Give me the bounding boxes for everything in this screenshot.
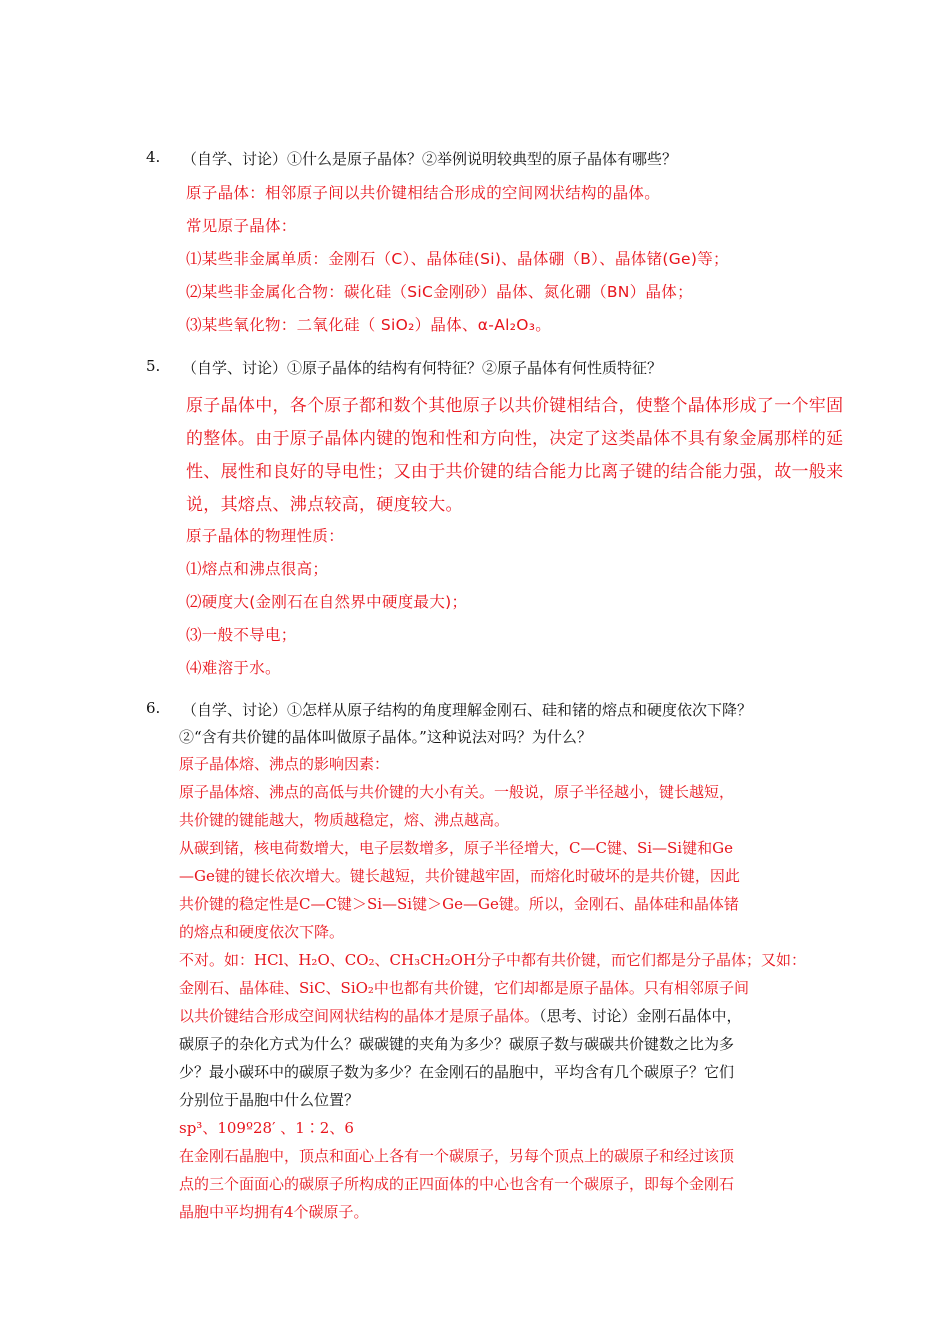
- answer-line: 金刚石、晶体硅、SiC、SiO₂中也都有共价键，它们却都是原子晶体。只有相邻原子间: [179, 979, 749, 997]
- discussion-prompt: （思考、讨论）金刚石晶体中，: [539, 1007, 742, 1025]
- question-number: 5.: [146, 357, 161, 375]
- answer-line: sp³、109º28′ 、1∶2、6: [179, 1119, 354, 1137]
- answer-line: ⑶某些氧化物：二氧化硅（ SiO₂）晶体、α-Al₂O₃。: [186, 316, 552, 334]
- answer-line: 常见原子晶体：: [186, 217, 297, 235]
- mixed-line: [179, 1005, 742, 1026]
- answer-line: 的熔点和硬度依次下降。: [179, 923, 345, 941]
- answer-line: 原子晶体：相邻原子间以共价键相结合形成的空间网状结构的晶体。: [186, 184, 661, 202]
- question-text-continued: ②“含有共价键的晶体叫做原子晶体。”这种说法对吗？为什么？: [179, 728, 592, 746]
- question-number: 4.: [146, 148, 161, 166]
- discussion-line: 分别位于晶胞中什么位置？: [179, 1091, 360, 1109]
- answer-line: ⑵某些非金属化合物：碳化硅（SiC金刚砂）晶体、氮化硼（BN）晶体；: [186, 283, 693, 301]
- answer-line: 以共价键结合形成空间网状结构的晶体才是原子晶体。: [179, 1007, 540, 1025]
- answer-line: 原子晶体熔、沸点的高低与共价键的大小有关。一般说，原子半径越小，键长越短，: [179, 783, 735, 801]
- answer-line: 点的三个面面心的碳原子所构成的正四面体的中心也含有一个碳原子，即每个金刚石: [179, 1175, 735, 1193]
- answer-line: ⑶一般不导电；: [186, 626, 297, 644]
- answer-line: 说，其熔点、沸点较高，硬度较大。: [186, 495, 463, 515]
- discussion-line: 碳原子的杂化方式为什么？碳碳键的夹角为多少？碳原子数与碳碳共价键数之比为多: [179, 1035, 735, 1053]
- answer-line: ⑷难溶于水。: [186, 659, 281, 677]
- answer-line: 晶胞中平均拥有4个碳原子。: [179, 1203, 369, 1221]
- answer-line: ⑵硬度大(金刚石在自然界中硬度最大)；: [186, 593, 468, 611]
- question-text: （自学、讨论）①原子晶体的结构有何特征？②原子晶体有何性质特征？: [182, 359, 663, 377]
- answer-line: 原子晶体熔、沸点的影响因素：: [179, 755, 390, 773]
- answer-line: ⑴熔点和沸点很高；: [186, 560, 329, 578]
- answer-line: 共价键的稳定性是C—C键＞Si—Si键＞Ge—Ge键。所以，金刚石、晶体硅和晶体锗: [179, 895, 739, 913]
- answer-line: 的整体。由于原子晶体内键的饱和性和方向性，决定了这类晶体不具有象金属那样的延: [186, 429, 844, 449]
- answer-line: —Ge键的键长依次增大。键长越短，共价键越牢固，而熔化时破坏的是共价键，因此: [179, 867, 740, 885]
- answer-line: 原子晶体的物理性质：: [186, 527, 345, 545]
- answer-line: 原子晶体中，各个原子都和数个其他原子以共价键相结合，使整个晶体形成了一个牢固: [186, 396, 844, 416]
- answer-line: 性、展性和良好的导电性；又由于共价键的结合能力比离子键的结合能力强，故一般来: [186, 462, 844, 482]
- answer-line: 共价键的键能越大，物质越稳定，熔、沸点越高。: [179, 811, 510, 829]
- answer-line: 不对。如：HCl、H₂O、CO₂、CH₃CH₂OH分子中都有共价键，而它们都是分子晶体；又如：: [179, 951, 807, 969]
- answer-line: 在金刚石晶胞中，顶点和面心上各有一个碳原子，另每个顶点上的碳原子和经过该顶: [179, 1147, 735, 1165]
- answer-line: 从碳到锗，核电荷数增大，电子层数增多，原子半径增大，C—C键、Si—Si键和Ge: [179, 839, 733, 857]
- question-text: （自学、讨论）①怎样从原子结构的角度理解金刚石、硅和锗的熔点和硬度依次下降？: [182, 701, 753, 719]
- answer-line: ⑴某些非金属单质：金刚石（C）、晶体硅(Si)、晶体硼（B）、晶体锗(Ge)等；: [186, 250, 729, 268]
- question-number: 6.: [146, 699, 161, 717]
- question-text: （自学、讨论）①什么是原子晶体？②举例说明较典型的原子晶体有哪些？: [182, 150, 678, 168]
- discussion-line: 少？最小碳环中的碳原子数为多少？在金刚石的晶胞中，平均含有几个碳原子？它们: [179, 1063, 735, 1081]
